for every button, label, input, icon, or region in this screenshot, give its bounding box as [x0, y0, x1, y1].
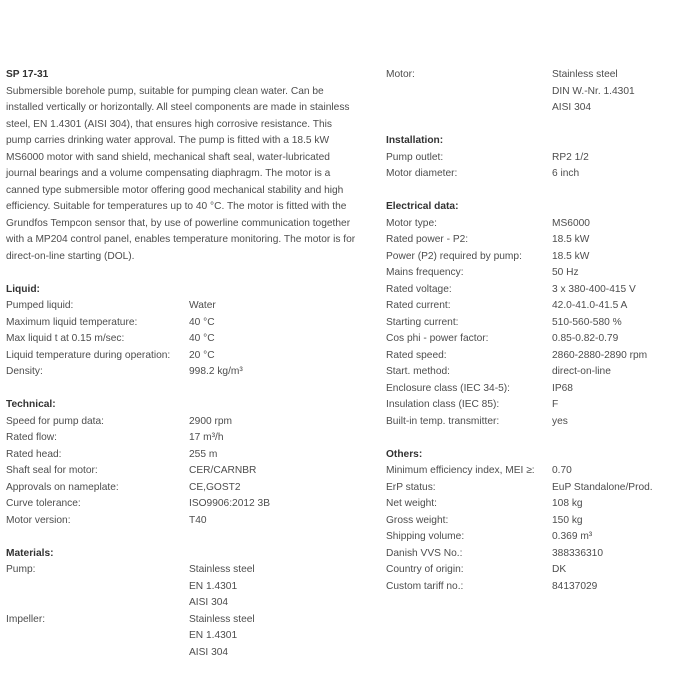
- spec-label: Net weight:: [386, 498, 437, 509]
- spec-label: Motor diameter:: [386, 168, 458, 179]
- spec-value: 150 kg: [552, 514, 583, 526]
- spec-label: Minimum efficiency index, MEI ≥:: [386, 465, 535, 476]
- spec-row: [386, 150, 696, 167]
- spec-value: T40: [189, 514, 207, 526]
- spec-row: [386, 348, 696, 365]
- spec-value: 998.2 kg/m³: [189, 366, 243, 377]
- spec-row: [6, 430, 356, 447]
- spec-row-pump-material: [6, 562, 356, 612]
- material-line: AISI 304: [189, 597, 229, 608]
- spec-value: 40 °C: [189, 316, 215, 328]
- spec-value: direct-on-line: [552, 366, 611, 377]
- spec-label: Power (P2) required by pump:: [386, 250, 522, 262]
- spec-label: Approvals on nameplate:: [6, 481, 119, 493]
- spec-value: 18.5 kW: [552, 234, 590, 245]
- spec-label: Rated power - P2:: [386, 234, 469, 245]
- technical-section-title: Technical:: [6, 399, 56, 410]
- spec-row: [6, 414, 356, 431]
- spec-label: Built-in temp. transmitter:: [386, 415, 500, 427]
- spec-row: [6, 364, 356, 381]
- spec-row-motor-material: [386, 67, 696, 117]
- spec-row: [6, 315, 356, 332]
- spec-label: Max liquid t at 0.15 m/sec:: [6, 333, 125, 344]
- spec-value: 0.70: [552, 465, 572, 476]
- spec-value: [189, 562, 356, 612]
- spec-row: [386, 546, 696, 563]
- material-line: Stainless steel: [189, 613, 255, 625]
- spec-row: [386, 496, 696, 513]
- spec-label: Pump:: [6, 564, 36, 575]
- spec-label: Danish VVS No.:: [386, 547, 463, 559]
- material-line: EN 1.4301: [189, 580, 238, 592]
- spec-row: [386, 480, 696, 497]
- spec-label: Liquid temperature during operation:: [6, 349, 171, 361]
- product-description: Submersible borehole pump, suitable for pumping clean water. Can be installed vertically or horizontally. All steel components are made in stainless steel, EN 1.4301 (AISI 304), that ensures high corrosive resistance. This pump carries drinking water approval. The pump is fitted with a 18.5 kW MS6000 motor with sand shield, mechanical shaft seal, water-lubricated journal bearings and a volume compensating diaphragm. The motor is a canned type submersible motor offering good mechanical stability and high efficiency. Suitable for temperatures up to 40 °C. The motor is fitted with the Grundfos Tempcon sensor that, by use of powerline communication together with a MP204 control panel, enables temperature monitoring. The motor is for direct-on-line starting (DOL).: [6, 85, 356, 262]
- spec-value: 84137029: [552, 580, 598, 592]
- spec-label: Start. method:: [386, 366, 450, 377]
- spec-row: [386, 298, 696, 315]
- spec-label: Pump outlet:: [386, 151, 444, 163]
- spec-label: Shaft seal for motor:: [6, 465, 98, 476]
- spec-row: [386, 282, 696, 299]
- spec-value: 108 kg: [552, 498, 583, 509]
- spec-value: [189, 612, 356, 662]
- spec-label: Insulation class (IEC 85):: [386, 399, 500, 410]
- spec-value: 0.85-0.82-0.79: [552, 333, 619, 344]
- spec-row: [386, 579, 696, 596]
- spec-value: 0.369 m³: [552, 531, 593, 542]
- spec-value: Water: [189, 300, 216, 311]
- spec-row-impeller-material: [6, 612, 356, 662]
- material-line: DIN W.-Nr. 1.4301: [552, 85, 635, 97]
- spec-value: 18.5 kW: [552, 250, 590, 262]
- materials-section-title: Materials:: [6, 547, 54, 559]
- spec-row: [386, 397, 696, 414]
- spec-row: [386, 529, 696, 546]
- spec-row: [386, 216, 696, 233]
- spec-row: [6, 463, 356, 480]
- material-line: AISI 304: [189, 646, 229, 658]
- spec-value: 510-560-580 %: [552, 316, 622, 328]
- spec-value: [552, 67, 696, 117]
- spec-row: [386, 513, 696, 530]
- spec-label: Rated voltage:: [386, 283, 452, 295]
- spec-row: [6, 298, 356, 315]
- spec-label: Rated current:: [386, 300, 451, 311]
- spec-label: Curve tolerance:: [6, 498, 81, 509]
- spec-row: [386, 364, 696, 381]
- spec-value: EuP Standalone/Prod.: [552, 481, 653, 493]
- spec-label: Motor:: [386, 69, 415, 80]
- spec-value: 6 inch: [552, 168, 580, 179]
- spec-value: IP68: [552, 382, 573, 394]
- spec-value: DK: [552, 564, 567, 575]
- spec-label: Mains frequency:: [386, 267, 464, 278]
- left-column: [6, 67, 356, 661]
- spec-value: ISO9906:2012 3B: [189, 498, 270, 509]
- spec-value: 17 m³/h: [189, 432, 224, 443]
- spec-row: [386, 249, 696, 266]
- spec-row: [386, 562, 696, 579]
- spec-label: Pumped liquid:: [6, 300, 74, 311]
- spec-row: [6, 513, 356, 530]
- spec-label: Impeller:: [6, 613, 46, 625]
- spec-row: [386, 315, 696, 332]
- spec-label: Rated head:: [6, 448, 62, 460]
- others-section-title: Others:: [386, 448, 423, 460]
- spec-value: yes: [552, 415, 568, 427]
- spec-value: F: [552, 399, 559, 410]
- spec-row: [6, 447, 356, 464]
- material-line: Stainless steel: [552, 69, 618, 80]
- spec-label: Custom tariff no.:: [386, 580, 464, 592]
- spec-label: Cos phi - power factor:: [386, 333, 489, 344]
- liquid-rows: [6, 298, 356, 381]
- spec-label: Starting current:: [386, 316, 459, 328]
- spec-value: 42.0-41.0-41.5 A: [552, 300, 628, 311]
- spec-row: [386, 232, 696, 249]
- spec-row: [6, 480, 356, 497]
- spec-row: [386, 265, 696, 282]
- spec-label: Density:: [6, 366, 43, 377]
- installation-section-title: Installation:: [386, 135, 444, 146]
- spec-value: 255 m: [189, 448, 218, 460]
- spec-value: MS6000: [552, 217, 590, 229]
- spec-row: [386, 381, 696, 398]
- spec-label: ErP status:: [386, 481, 436, 493]
- spec-label: Enclosure class (IEC 34-5):: [386, 382, 510, 394]
- liquid-section-title: Liquid:: [6, 283, 40, 295]
- material-line: Stainless steel: [189, 564, 255, 575]
- spec-row: [386, 166, 696, 183]
- technical-rows: [6, 414, 356, 530]
- spec-label: Shipping volume:: [386, 531, 465, 542]
- spec-label: Speed for pump data:: [6, 415, 104, 427]
- spec-label: Motor type:: [386, 217, 437, 229]
- spec-value: 2860-2880-2890 rpm: [552, 349, 648, 361]
- spec-value: 388336310: [552, 547, 603, 559]
- spec-label: Motor version:: [6, 514, 71, 526]
- spec-row: [386, 463, 696, 480]
- spec-value: RP2 1/2: [552, 151, 589, 163]
- spec-row: [6, 331, 356, 348]
- spec-label: Rated flow:: [6, 432, 57, 443]
- product-title: SP 17-31: [6, 69, 49, 80]
- spec-label: Maximum liquid temperature:: [6, 316, 138, 328]
- right-column: [386, 67, 696, 595]
- spec-value: 2900 rpm: [189, 415, 233, 427]
- electrical-section-title: Electrical data:: [386, 201, 459, 212]
- spec-row: [6, 348, 356, 365]
- spec-label: Rated speed:: [386, 349, 447, 361]
- spec-label: Country of origin:: [386, 564, 464, 575]
- spec-row: [386, 331, 696, 348]
- spec-row: [386, 414, 696, 431]
- material-line: AISI 304: [552, 102, 592, 113]
- material-line: EN 1.4301: [189, 630, 238, 641]
- spec-value: CER/CARNBR: [189, 465, 257, 476]
- spec-label: Gross weight:: [386, 514, 449, 526]
- spec-value: 50 Hz: [552, 267, 579, 278]
- spec-value: 20 °C: [189, 349, 215, 361]
- spec-value: 40 °C: [189, 333, 215, 344]
- spec-row: [6, 496, 356, 513]
- spec-value: 3 x 380-400-415 V: [552, 283, 636, 295]
- spec-value: CE,GOST2: [189, 481, 241, 493]
